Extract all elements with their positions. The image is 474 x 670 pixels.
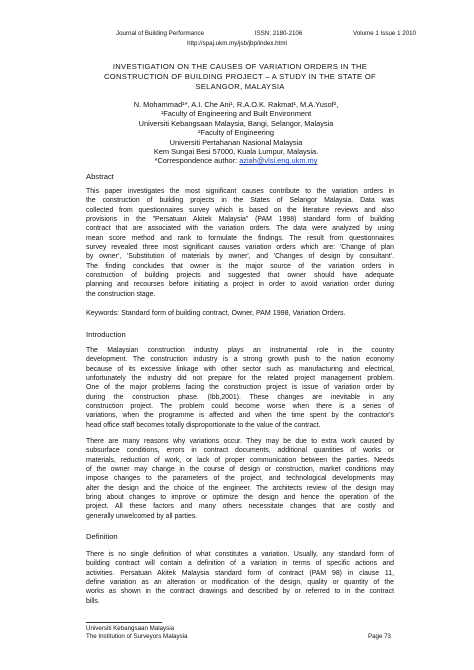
intro-p1-line: One of the major problems facing the construction project is issue of variation order by: [86, 384, 394, 392]
affiliation-1-university: Universiti Kebangsaan Malaysia, Bangi, Selangor, Malaysia: [138, 118, 334, 128]
abstract-line: the construction of building projects in the States of Selangor Malaysia. Data was: [86, 197, 394, 205]
definition-heading: Definition: [86, 532, 118, 541]
abstract-line: This paper investigates the most significant causes contribute to the variation orders in: [86, 188, 394, 195]
abstract-line: provisions in the "Persatuan Akitek Malaysia" (PAM 1998) standard form of building: [86, 216, 394, 224]
definition-line: define variation as an alteration or modification of the design, quality or quantity of the: [86, 579, 394, 587]
abstract-line: collected from questionnaires survey which is based on the literature reviews and also: [86, 206, 394, 214]
keywords: Keywords: Standard form of building contract, Owner, PAM 1998, Variation Orders.: [86, 309, 346, 317]
introduction-paragraph-2: [86, 437, 394, 521]
intro-p1-line: unfortunately the industry did not prepare for the related project management problem.: [86, 375, 394, 383]
intro-p1-line: construction project. The problem could become worse when there is a series of: [86, 403, 394, 411]
journal-name: Journal of Building Performance: [116, 30, 205, 37]
intro-p1-line: development. The construction industry is a strong growth push to the nation economy: [86, 356, 394, 364]
footer-institution: The Institution of Surveyors Malaysia: [86, 633, 188, 640]
intro-p2-line: impose changes to the parameters of the project, and technological developments may: [86, 475, 394, 483]
definition-line: works as shown in the contract drawings and described by or referred to in the contract: [86, 588, 394, 596]
paper-title: [90, 62, 390, 91]
abstract-line: survey revealed three most significant causes variation orders which are: 'Change of plan: [86, 244, 394, 252]
author-names: N. Mohammad¹*, A.I. Che Ani¹, R.A.O.K. Rakmat¹, M.A.Yusof²,: [133, 100, 339, 109]
intro-p2-line: generally unwelcomed by all parties.: [86, 512, 198, 520]
intro-p1-line: head office staff becomes totally disproportionate to the value of the contract.: [86, 421, 321, 429]
abstract-line: by owner', 'Substitution of materials by owner', and 'Changes of design by consultant'.: [86, 253, 394, 261]
intro-p2-line: subsurface conditions, errors in contract documents, additional quantities of works or: [86, 447, 394, 455]
intro-p2-line: alter the design and the choice of the engineer. The architects review of the design may: [86, 484, 394, 492]
intro-p1-line: during the construction phase. (Ibb,2001). These changes are inevitable in any: [86, 393, 394, 401]
definition-line: activities. Persatuan Akitek Malaysia standard form of contract (PAM 98) in clause 11,: [86, 569, 394, 577]
introduction-paragraph-1: [86, 346, 394, 430]
volume-issue: Volume 1 Issue 1 2010: [353, 30, 416, 37]
intro-p2-line: of the owner may change in the course of design or construction, market conditions may: [86, 466, 394, 474]
title-line: CONSTRUCTION OF BUILDING PROJECT – A STUDY IN THE STATE OF: [104, 71, 376, 81]
intro-p1-line: because of its excessive linkage with other sector such as manufacturing and electrical,: [86, 365, 394, 373]
title-line: INVESTIGATION ON THE CAUSES OF VARIATION ORDERS IN THE: [112, 62, 368, 71]
abstract-body: [86, 187, 394, 299]
author-block: [86, 100, 386, 166]
footer-divider: [86, 622, 162, 623]
running-header: [116, 30, 416, 37]
issn: ISSN: 2180-2106: [254, 30, 303, 37]
title-line: SELANGOR, MALAYSIA: [195, 81, 285, 91]
definition-line: There is no single definition of what constitutes a variation. Usually, any standard form of: [86, 551, 394, 558]
abstract-line: planning and recourses before initiating a project in order to avoid variation order during: [86, 281, 394, 289]
intro-p1-line: The Malaysian construction industry plays an instrumental role in the country: [86, 347, 394, 354]
intro-p2-line: project. All these factors and many others necessitate changes that are costly and: [86, 503, 394, 511]
abstract-line: construction of building projects and suggested that owner should have adequate: [86, 272, 394, 280]
abstract-heading: Abstract: [86, 172, 114, 181]
journal-url[interactable]: http://spaj.ukm.my/jsb/jbp/index.html: [187, 40, 287, 47]
definition-paragraph: [86, 550, 394, 606]
affiliation-2-faculty: ²Faculty of Engineering: [198, 128, 274, 138]
page-footer: [86, 625, 391, 641]
introduction-heading: Introduction: [86, 330, 126, 339]
intro-p2-line: There are many reasons why variations occur. They may be due to extra work caused by: [86, 438, 394, 445]
page-number: Page 73: [367, 633, 391, 640]
correspondence-label: *Correspondence author:: [154, 156, 240, 166]
intro-p2-line: bring about changes to improve or optimize the design and hence the operation of the: [86, 494, 394, 502]
abstract-line: the construction stage.: [86, 290, 156, 298]
definition-line: bills.: [86, 597, 100, 605]
footer-university: Universiti Kebangsaan Malaysia: [86, 625, 175, 632]
intro-p2-line: materials, reduction of work, or lack of proper communication between the parties. Needs: [86, 456, 394, 464]
definition-line: building contract will contain a definition of a variation in terms of specific actions and: [86, 560, 394, 568]
intro-p1-line: variations, when the programme is affected and when the time spent by the contractor's: [86, 412, 394, 420]
affiliation-1-faculty: ¹Faculty of Engineering and Built Environment: [160, 109, 312, 119]
affiliation-2-university: Universiti Pertahanan Nasional Malaysia: [169, 137, 303, 147]
abstract-line: mean score method and rank to formulate the findings. The result from questionnaires: [86, 234, 394, 242]
abstract-line: The finding concludes that owner is the major source of the variation orders in: [86, 262, 394, 270]
correspondence: [86, 156, 386, 165]
affiliation-2-address: Kem Sungai Besi 57000, Kuala Lumpur, Malaysia.: [153, 147, 319, 157]
correspondence-email[interactable]: aziah@vlsi.eng.ukm.my: [239, 156, 318, 166]
abstract-line: contract that are associated with the variation orders. The data were analyzed by using: [86, 225, 394, 233]
